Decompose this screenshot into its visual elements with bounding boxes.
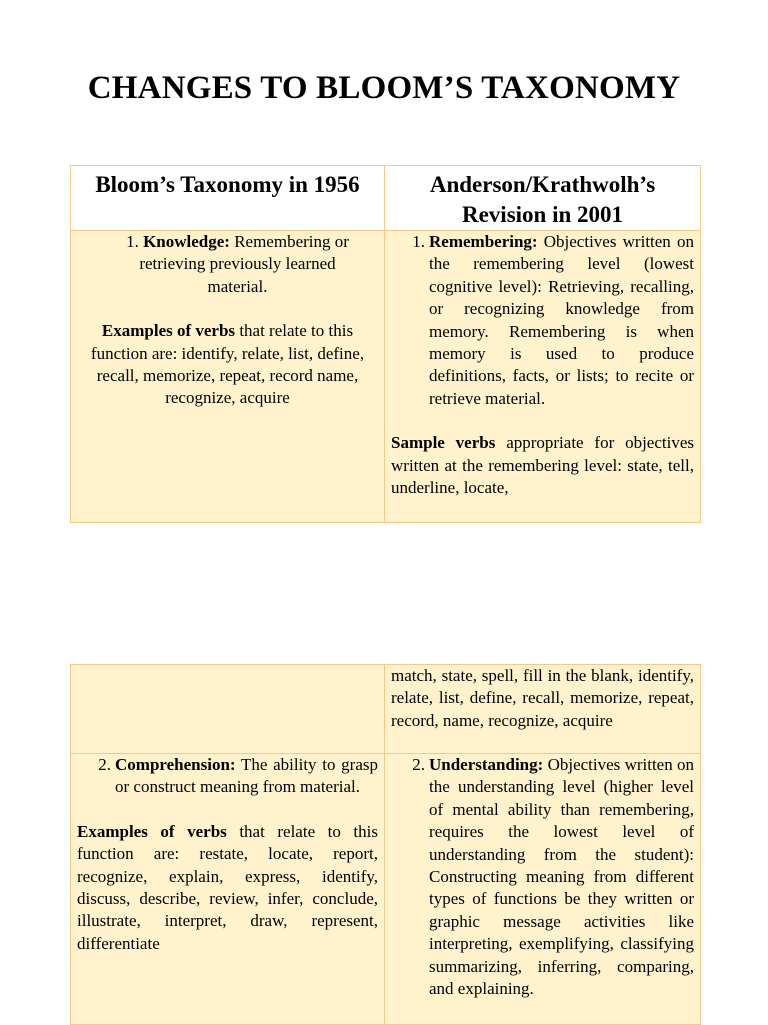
page-title: CHANGES TO BLOOM’S TAXONOMY bbox=[87, 70, 681, 106]
comprehension-verbs bbox=[77, 821, 378, 955]
verbs-list: that relate to this function are: identify, relate, list, define, recall, memorize, repeat, record name, recognize, acquire bbox=[90, 321, 365, 408]
verbs-list: appropriate for objectives written at the remembering level: state, tell, underline, locate, bbox=[391, 433, 695, 498]
verbs-label: Examples of verbs bbox=[77, 821, 227, 841]
cell-knowledge bbox=[71, 231, 385, 523]
verbs-list: that relate to this function are: restate, locate, report, recognize, explain, express, identify, discuss, describe, review, infer, conclude, illustrate, interpret, draw, represent, differentiate bbox=[77, 821, 378, 953]
remembering-verbs bbox=[391, 432, 694, 499]
understanding-item bbox=[391, 754, 694, 1000]
term-knowledge: Knowledge: bbox=[143, 232, 230, 251]
verbs-label: Examples of verbs bbox=[101, 321, 236, 341]
taxonomy-table-part-2 bbox=[70, 664, 701, 1025]
cell-understanding bbox=[385, 754, 701, 1025]
term-comprehension: Comprehension: bbox=[115, 755, 236, 774]
def-remembering: Objectives written on the remembering level (lowest cognitive level): Retrieving, recalling, or recognizing knowledge from memory. Remembering is when memory is used to produce definitions, facts, or lists; to recite or retrieve material. bbox=[429, 232, 694, 408]
cell-comprehension bbox=[71, 754, 385, 1025]
term-understanding: Understanding: bbox=[429, 755, 544, 774]
knowledge-item bbox=[77, 231, 378, 298]
taxonomy-table-part-1 bbox=[70, 165, 701, 523]
def-knowledge: Remembering or retrieving previously learned material. bbox=[139, 232, 349, 296]
cell-empty bbox=[71, 665, 385, 754]
remembering-item bbox=[391, 231, 694, 410]
header-bloom-1956: Bloom’s Taxonomy in 1956 bbox=[71, 166, 385, 231]
item-number: 1. bbox=[126, 232, 139, 251]
verbs-label: Sample verbs bbox=[391, 433, 496, 453]
def-comprehension: The ability to grasp or construct meaning from material. bbox=[115, 755, 378, 797]
item-number: 1. bbox=[412, 232, 425, 251]
cell-remembering bbox=[385, 231, 701, 523]
cell-remembering-cont: match, state, spell, fill in the blank, identify, relate, list, define, recall, memorize, repeat, record, name, recognize, acquire bbox=[385, 665, 701, 754]
def-understanding: Objectives written on the understanding level (higher level of mental ability than remembering, requires the lowest level of understanding from the student): Constructing meaning from different types of functions be they written or graphic message activities like interpreting, exemplifying, classifying summarizing, inferring, comparing, and explaining. bbox=[429, 755, 694, 999]
item-number: 2. bbox=[98, 755, 111, 774]
term-remembering: Remembering: bbox=[429, 232, 538, 251]
header-revision-2001: Anderson/Krathwolh’s Revision in 2001 bbox=[385, 166, 701, 231]
item-number: 2. bbox=[412, 755, 425, 774]
comprehension-item bbox=[77, 754, 378, 799]
knowledge-verbs bbox=[77, 320, 378, 410]
